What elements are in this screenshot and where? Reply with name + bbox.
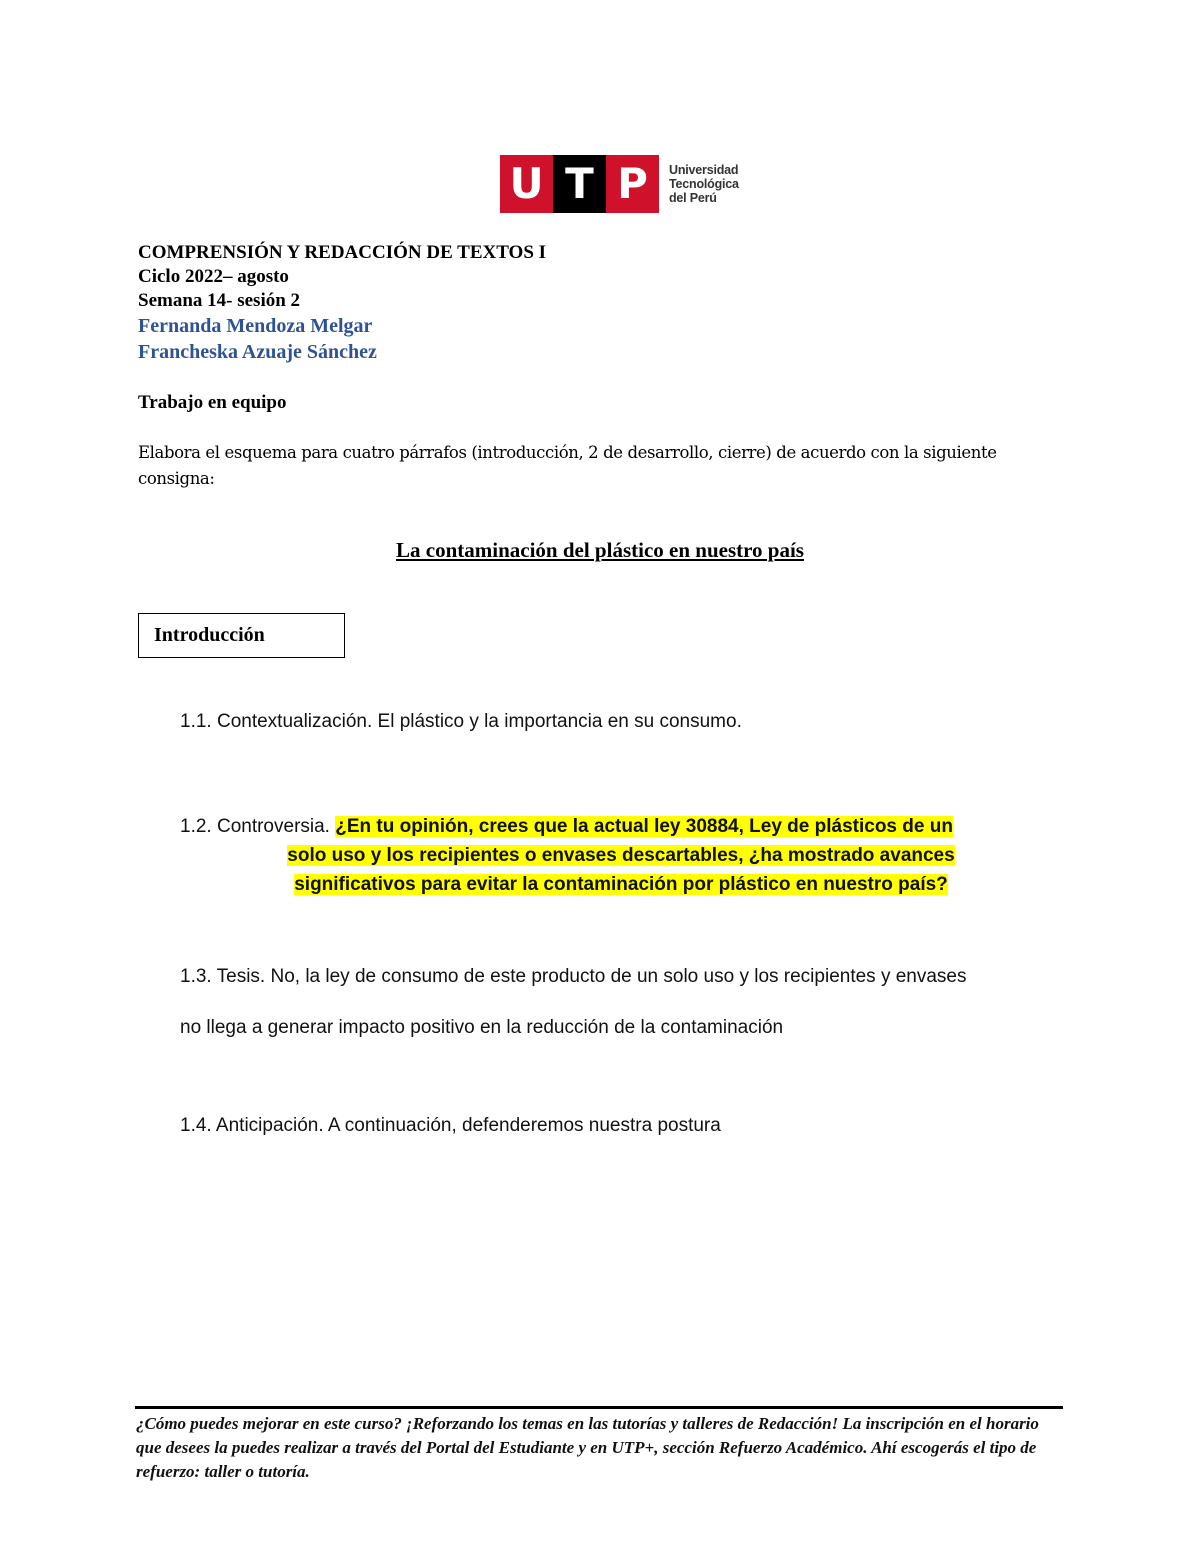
outline-item-1-1: [180, 711, 742, 733]
outline-item-1-4: [180, 1115, 721, 1137]
utp-logo-mark: [500, 155, 659, 213]
utp-logo: [500, 155, 739, 213]
logo-letter-u: U: [500, 155, 553, 213]
logo-wordmark: [669, 163, 739, 205]
author-name: Francheska Azuaje Sánchez: [138, 341, 377, 363]
logo-line-2: Tecnológica: [669, 177, 739, 191]
item-label: 1.4. Anticipación.: [180, 1115, 324, 1136]
logo-letter-p: P: [606, 155, 659, 213]
item-row: [180, 841, 1062, 870]
item-text: A continuación, defenderemos nuestra postura: [327, 1115, 721, 1136]
section-heading-introduccion: [138, 613, 345, 658]
week-label: Semana 14- sesión 2: [138, 290, 301, 311]
logo-line-1: Universidad: [669, 163, 739, 177]
item-first-row: [180, 812, 1062, 841]
item-label: 1.3. Tesis.: [180, 966, 266, 987]
item-text: El plástico y la importancia en su consumo.: [377, 711, 742, 732]
cycle-label: Ciclo 2022– agosto: [138, 266, 289, 287]
highlighted-question: solo uso y los recipientes o envases descartables, ¿ha mostrado avances: [287, 845, 955, 866]
footer-note: ¿Cómo puedes mejorar en este curso? ¡Reforzando los temas en las tutorías y talleres de Redacción! La inscripción en el horario que desees la puedes realizar a través del Portal del Estudiante y en UTP+, sección Refuerzo Académico. Ahí escogerás el tipo de refuerzo: taller o tutoría.: [136, 1414, 1039, 1481]
item-text: No, la ley de consumo de este producto de un solo uso y los recipientes y envases: [270, 966, 967, 987]
assignment-instructions: Elabora el esquema para cuatro párrafos (introducción, 2 de desarrollo, cierre) de acuerdo con la siguiente consigna:: [138, 443, 997, 488]
outline-item-1-3-continued: [180, 1017, 783, 1039]
document-header: [138, 241, 546, 365]
logo-line-3: del Perú: [669, 191, 717, 205]
highlighted-question: ¿En tu opinión, crees que la actual ley 30884, Ley de plásticos de un: [335, 816, 953, 837]
author-name: Fernanda Mendoza Melgar: [138, 315, 373, 337]
highlighted-question: significativos para evitar la contaminación por plástico en nuestro país?: [294, 874, 948, 895]
item-text: no llega a generar impacto positivo en la reducción de la contaminación: [180, 1017, 784, 1038]
logo-letter-t: T: [553, 155, 606, 213]
topic-title: La contaminación del plástico en nuestro país: [396, 538, 804, 562]
section-heading-label: Introducción: [154, 624, 265, 646]
item-row: [180, 870, 1062, 899]
item-label: 1.1. Contextualización.: [180, 711, 373, 732]
course-title: COMPRENSIÓN Y REDACCIÓN DE TEXTOS I: [138, 242, 547, 263]
outline-item-1-3: [180, 966, 967, 988]
outline-item-1-2: [180, 812, 1062, 899]
footer-divider: [135, 1406, 1063, 1409]
assignment-type: Trabajo en equipo: [138, 392, 287, 413]
item-label: 1.2. Controversia.: [180, 816, 330, 837]
